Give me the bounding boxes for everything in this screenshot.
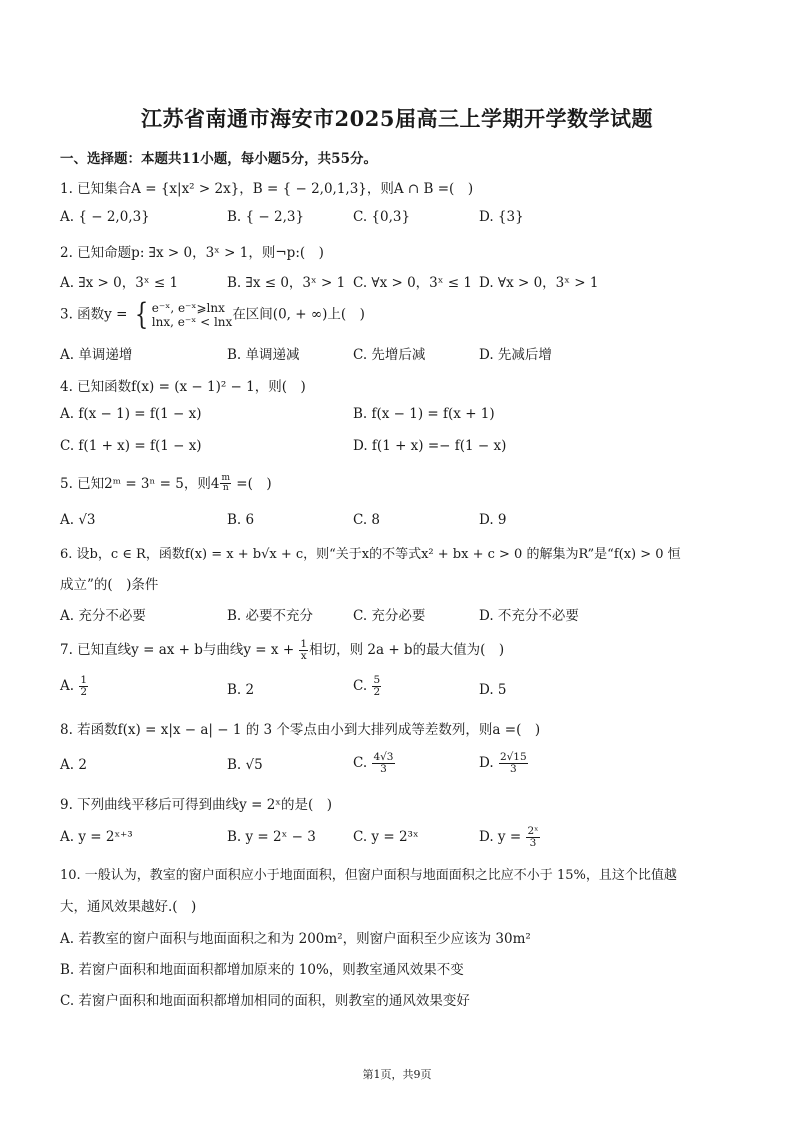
- option-a: A. 充分不必要: [60, 608, 146, 624]
- fraction: [526, 826, 539, 849]
- option-c: C. f(1 + x) = f(1 − x): [60, 438, 202, 454]
- option-a: A. f(x − 1) = f(1 − x): [60, 406, 202, 422]
- question-10-option-c: C. 若窗户面积和地面面积都增加相同的面积，则教室的通风效果变好: [60, 993, 470, 1009]
- denominator: x: [300, 650, 307, 662]
- option-c: [353, 675, 382, 698]
- option-c: C. 先增后减: [353, 347, 426, 363]
- option-c: [353, 752, 396, 775]
- option-a: A. { − 2,0,3}: [60, 209, 150, 225]
- numerator: m: [221, 473, 230, 483]
- option-d: D. 9: [479, 512, 507, 528]
- option-a: [60, 675, 89, 698]
- option-label: D.: [479, 755, 498, 771]
- question-10-option-a: A. 若教室的窗户面积与地面面积之和为 200m²，则窗户面积至少应该为 30m²: [60, 931, 531, 947]
- option-b: B. y = 2ˣ − 3: [227, 829, 316, 845]
- denominator: 2: [373, 686, 381, 698]
- fraction: [372, 752, 394, 775]
- option-c: C. 充分必要: [353, 608, 426, 624]
- option-c: C. y = 2³ˣ: [353, 829, 419, 845]
- question-6-line2: 成立”的( )条件: [60, 577, 159, 593]
- denominator: 3: [509, 763, 517, 775]
- option-c: C. {0,3}: [353, 209, 411, 225]
- question-9-options: [60, 825, 744, 849]
- question-7: [60, 638, 504, 662]
- option-b: B. 必要不充分: [227, 608, 314, 624]
- option-label: C.: [353, 755, 372, 771]
- option-d: D. f(1 + x) =− f(1 − x): [353, 438, 507, 454]
- option-b: B. ∃x ≤ 0，3ˣ > 1: [227, 275, 346, 291]
- question-4-options-row1: [60, 406, 744, 426]
- option-b: B. 单调递减: [227, 347, 300, 363]
- option-d: [479, 752, 529, 775]
- question-7-suffix: 相切，则 2a + b的最大值为( ): [309, 642, 505, 658]
- option-d: D. 不充分不必要: [479, 608, 579, 624]
- case-2: lnx, e⁻ˣ < lnx: [151, 315, 233, 329]
- option-label: D. y =: [479, 829, 526, 845]
- question-3-suffix: 在区间(0, + ∞)上( ): [232, 306, 365, 323]
- option-a: A. 单调递增: [60, 347, 133, 363]
- numerator: 1: [80, 674, 88, 686]
- fraction: [299, 639, 308, 662]
- page-title: 江苏省南通市海安市2025届高三上学期开学数学试题: [141, 106, 653, 131]
- question-10-line1: 10. 一般认为，教室的窗户面积应小于地面面积，但窗户面积与地面面积之比应不小于 15%，且这个比值越: [60, 868, 677, 883]
- option-d: [479, 826, 541, 849]
- question-7-options: [60, 674, 744, 699]
- option-a: A. √3: [60, 512, 96, 528]
- exponent-fraction: [220, 474, 231, 493]
- fraction: [79, 675, 88, 698]
- question-6-options: [60, 604, 744, 624]
- option-c: C. ∀x > 0，3ˣ ≤ 1: [353, 275, 472, 291]
- numerator: 4√3: [373, 751, 394, 763]
- question-10-option-b: B. 若窗户面积和地面面积都增加原来的 10%，则教室通风效果不变: [60, 962, 464, 978]
- numerator: 1: [300, 638, 308, 650]
- question-5: [60, 472, 272, 493]
- question-2-options: [60, 271, 744, 291]
- numerator: 2ˣ: [527, 825, 539, 837]
- denominator: 3: [380, 763, 387, 775]
- denominator: 2: [80, 686, 88, 698]
- brace-symbol: {: [134, 297, 148, 332]
- option-a: A. ∃x > 0，3ˣ ≤ 1: [60, 275, 179, 291]
- option-label: C.: [353, 678, 372, 694]
- question-5-options: [60, 512, 744, 532]
- question-3: [60, 297, 365, 332]
- question-9: 9. 下列曲线平移后可得到曲线y = 2ˣ的是( ): [60, 797, 333, 813]
- question-7-prefix: 7. 已知直线y = ax + b与曲线y = x +: [60, 642, 299, 658]
- case-1: e⁻ˣ, e⁻ˣ⩾lnx: [151, 301, 225, 315]
- question-3-options: [60, 343, 744, 363]
- question-5-prefix: 5. 已知2ᵐ = 3ⁿ = 5，则4: [60, 476, 220, 492]
- option-b: B. f(x − 1) = f(x + 1): [353, 406, 495, 422]
- question-1-options: [60, 209, 744, 229]
- question-2: 2. 已知命题p: ∃x > 0，3ˣ > 1，则¬p:( ): [60, 245, 324, 261]
- question-4-options-row2: [60, 438, 744, 458]
- question-1: 1. 已知集合A = {x|x² > 2x}，B = { − 2,0,1,3}，则A ∩ B =( ): [60, 181, 474, 197]
- option-a: A. 2: [60, 757, 87, 773]
- question-8: 8. 若函数f(x) = x|x − a| − 1 的 3 个零点由小到大排列成等差数列，则a =( ): [60, 722, 541, 738]
- denominator: n: [222, 483, 229, 493]
- option-b: B. 6: [227, 512, 255, 528]
- option-d: D. ∀x > 0，3ˣ > 1: [479, 275, 599, 291]
- fraction: [499, 752, 528, 775]
- option-b: B. { − 2,3}: [227, 209, 305, 225]
- question-10-line2: 大，通风效果越好.( ): [60, 899, 197, 915]
- option-d: D. {3}: [479, 209, 524, 225]
- question-4: 4. 已知函数f(x) = (x − 1)² − 1，则( ): [60, 379, 306, 395]
- denominator: 3: [529, 837, 537, 849]
- option-d: D. 先减后增: [479, 347, 552, 363]
- numerator: 5: [373, 674, 381, 686]
- option-b: B. √5: [227, 757, 263, 773]
- numerator: 2√15: [499, 751, 527, 763]
- question-6-line1: 6. 设b，c ∈ R，函数f(x) = x + b√x + c，则“关于x的不等式x² + bx + c > 0 的解集为R”是“f(x) > 0 恒: [60, 547, 681, 562]
- question-3-prefix: 3. 函数y =: [60, 306, 132, 323]
- piecewise-function: [132, 297, 233, 332]
- option-b: B. 2: [227, 682, 255, 698]
- page-footer: 第1页，共9页: [362, 1068, 432, 1081]
- option-c: C. 8: [353, 512, 381, 528]
- option-d: D. 5: [479, 682, 507, 698]
- option-a: A. y = 2ˣ⁺³: [60, 829, 133, 845]
- question-8-options: [60, 751, 744, 775]
- fraction: [372, 675, 381, 698]
- section-heading: 一、选择题：本题共11小题，每小题5分，共55分。: [60, 151, 377, 167]
- option-label: A.: [60, 678, 79, 694]
- question-5-suffix: =( ): [231, 476, 272, 492]
